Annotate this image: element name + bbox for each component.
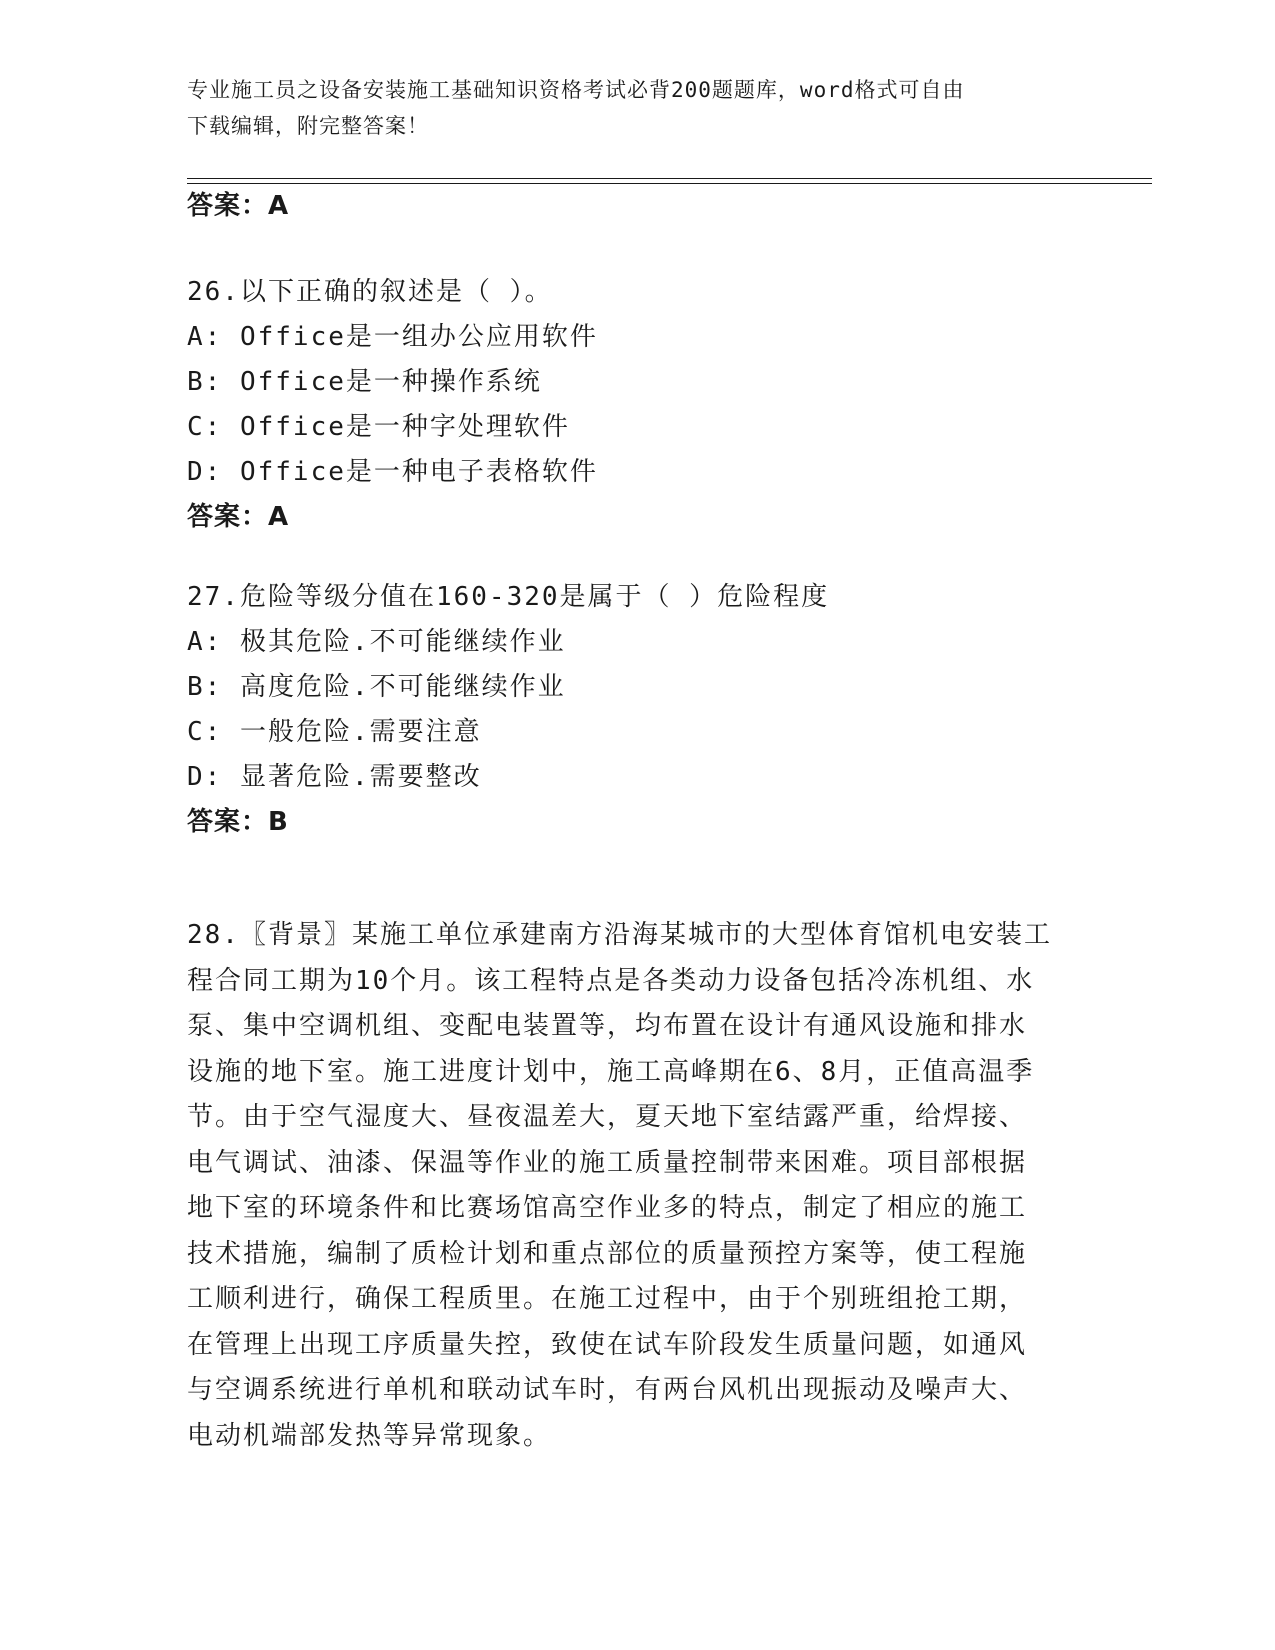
- question-26: [187, 270, 598, 540]
- option-d: D: 显著危险.需要整改: [187, 762, 482, 792]
- answer-label: 答案：A: [187, 191, 290, 221]
- paragraph-line: 技术措施，编制了质检计划和重点部位的质量预控方案等，使工程施: [187, 1238, 1028, 1269]
- question-stem: 26.以下正确的叙述是（ ）。: [187, 277, 553, 307]
- paragraph-line: 在管理上出现工序质量失控，致使在试车阶段发生质量问题，如通风: [187, 1329, 1028, 1360]
- previous-answer-block: [187, 184, 289, 229]
- option-b: B: 高度危险.不可能继续作业: [187, 672, 566, 702]
- paragraph-line: 工顺利进行，确保工程质里。在施工过程中，由于个别班组抢工期，: [187, 1284, 1028, 1314]
- paragraph-line: 电气调试、油漆、保温等作业的施工质量控制带来困难。项目部根据: [187, 1147, 1028, 1178]
- header-divider-top: [187, 178, 1152, 179]
- option-a: A: 极其危险.不可能继续作业: [187, 627, 566, 657]
- paragraph-line: 节。由于空气湿度大、昼夜温差大，夏天地下室结露严重，给焊接、: [187, 1102, 1028, 1132]
- header-line-2: 下载编辑，附完整答案！: [187, 114, 429, 138]
- header-line-1: 专业施工员之设备安装施工基础知识资格考试必背200题题库，word格式可自由: [187, 78, 965, 102]
- question-27: [187, 575, 829, 845]
- paragraph-line: 与空调系统进行单机和联动试车时，有两台风机出现振动及噪声大、: [187, 1375, 1028, 1405]
- paragraph-line: 设施的地下室。施工进度计划中，施工高峰期在6、8月，正值高温季: [187, 1056, 1035, 1087]
- option-d: D: Office是一种电子表格软件: [187, 457, 598, 487]
- option-c: C: 一般危险.需要注意: [187, 717, 482, 747]
- paragraph-line: 电动机端部发热等异常现象。: [187, 1420, 552, 1451]
- header-divider-bottom: [187, 183, 1152, 184]
- option-a: A: Office是一组办公应用软件: [187, 322, 598, 352]
- paragraph-line: 泵、集中空调机组、变配电装置等，均布置在设计有通风设施和排水: [187, 1011, 1028, 1041]
- question-stem: 27.危险等级分值在160-320是属于（ ）危险程度: [187, 582, 830, 612]
- document-header: [187, 72, 1067, 144]
- paragraph-line: 28.〖背景〗某施工单位承建南方沿海某城市的大型体育馆机电安装工: [187, 920, 1052, 950]
- question-28: [187, 913, 1067, 1459]
- paragraph-line: 地下室的环境条件和比赛场馆高空作业多的特点，制定了相应的施工: [187, 1193, 1028, 1223]
- option-b: B: Office是一种操作系统: [187, 367, 542, 397]
- paragraph-line: 程合同工期为10个月。该工程特点是各类动力设备包括冷冻机组、水: [187, 965, 1035, 996]
- answer-label: 答案：A: [187, 502, 290, 532]
- answer-label: 答案：B: [187, 807, 289, 837]
- option-c: C: Office是一种字处理软件: [187, 412, 570, 442]
